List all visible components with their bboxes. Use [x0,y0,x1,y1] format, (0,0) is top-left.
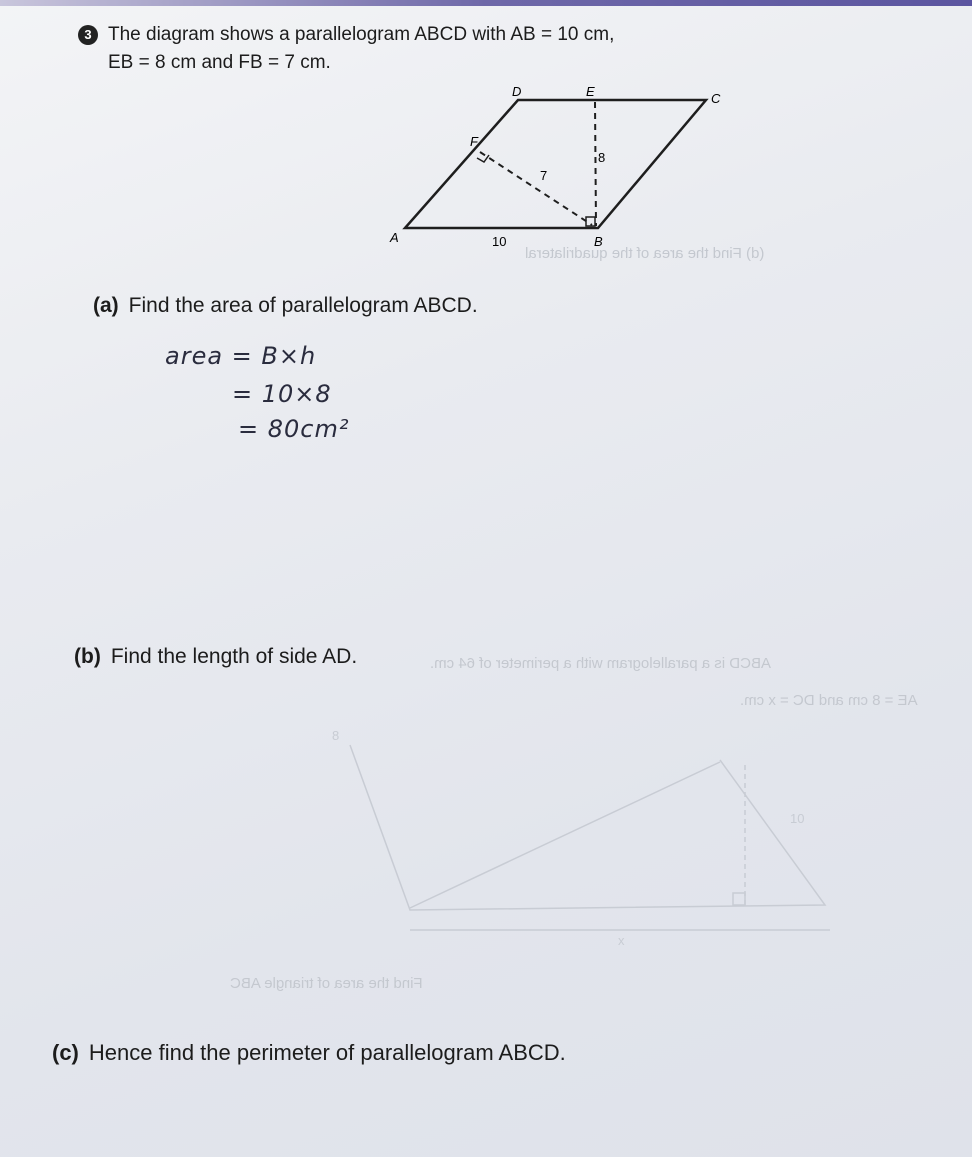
show-through-text-2: AE = 8 cm and DC = x cm. [740,692,918,709]
part-b-text: Find the length of side AD. [110,645,358,668]
part-a-question [93,294,478,318]
part-c-label: (c) [52,1040,79,1065]
show-through-text-1: ABCD is a parallelogram with a perimeter of 64 cm. [430,655,771,672]
length-label-fb: 7 [540,168,548,183]
part-b-label: (b) [74,645,101,668]
vertex-label-e: E [586,84,595,99]
show-through-text-4: Find the area of triangle ABC [230,975,423,992]
handwritten-working-line-1: area = B×h [165,342,317,370]
length-label-ab: 10 [492,234,507,249]
part-a-label: (a) [93,294,119,317]
question-text-line-1: The diagram shows a parallelogram ABCD with AB = 10 cm, [108,24,615,45]
vertex-label-a: A [390,230,399,245]
height-line-eb [595,102,596,226]
part-a-text: Find the area of parallelogram ABCD. [128,294,478,317]
right-angle-marker-f [477,155,489,162]
show-through-eight-label: 8 [332,728,340,743]
vertex-label-f: F [470,134,478,149]
part-b-question [74,645,357,669]
parallelogram-diagram [0,0,972,260]
length-label-eb: 8 [598,150,606,165]
parallelogram-abcd [405,100,706,228]
question-text-line-2: EB = 8 cm and FB = 7 cm. [108,52,331,73]
vertex-label-d: D [512,84,522,99]
show-through-text-3: (d) Find the area of the quadrilateral [525,245,765,262]
show-through-ten-label: 10 [790,811,805,826]
vertex-label-b: B [594,234,603,249]
handwritten-working-line-2: = 10×8 [232,380,332,408]
part-c-text: Hence find the perimeter of parallelogram ABCD. [88,1040,566,1065]
show-through-x-label: x [618,933,625,948]
vertex-label-c: C [711,91,721,106]
perpendicular-line-fb [480,152,592,225]
handwritten-working-line-3: = 80cm² [238,415,350,443]
question-number-badge: 3 [78,25,98,45]
part-c-question [52,1040,566,1066]
